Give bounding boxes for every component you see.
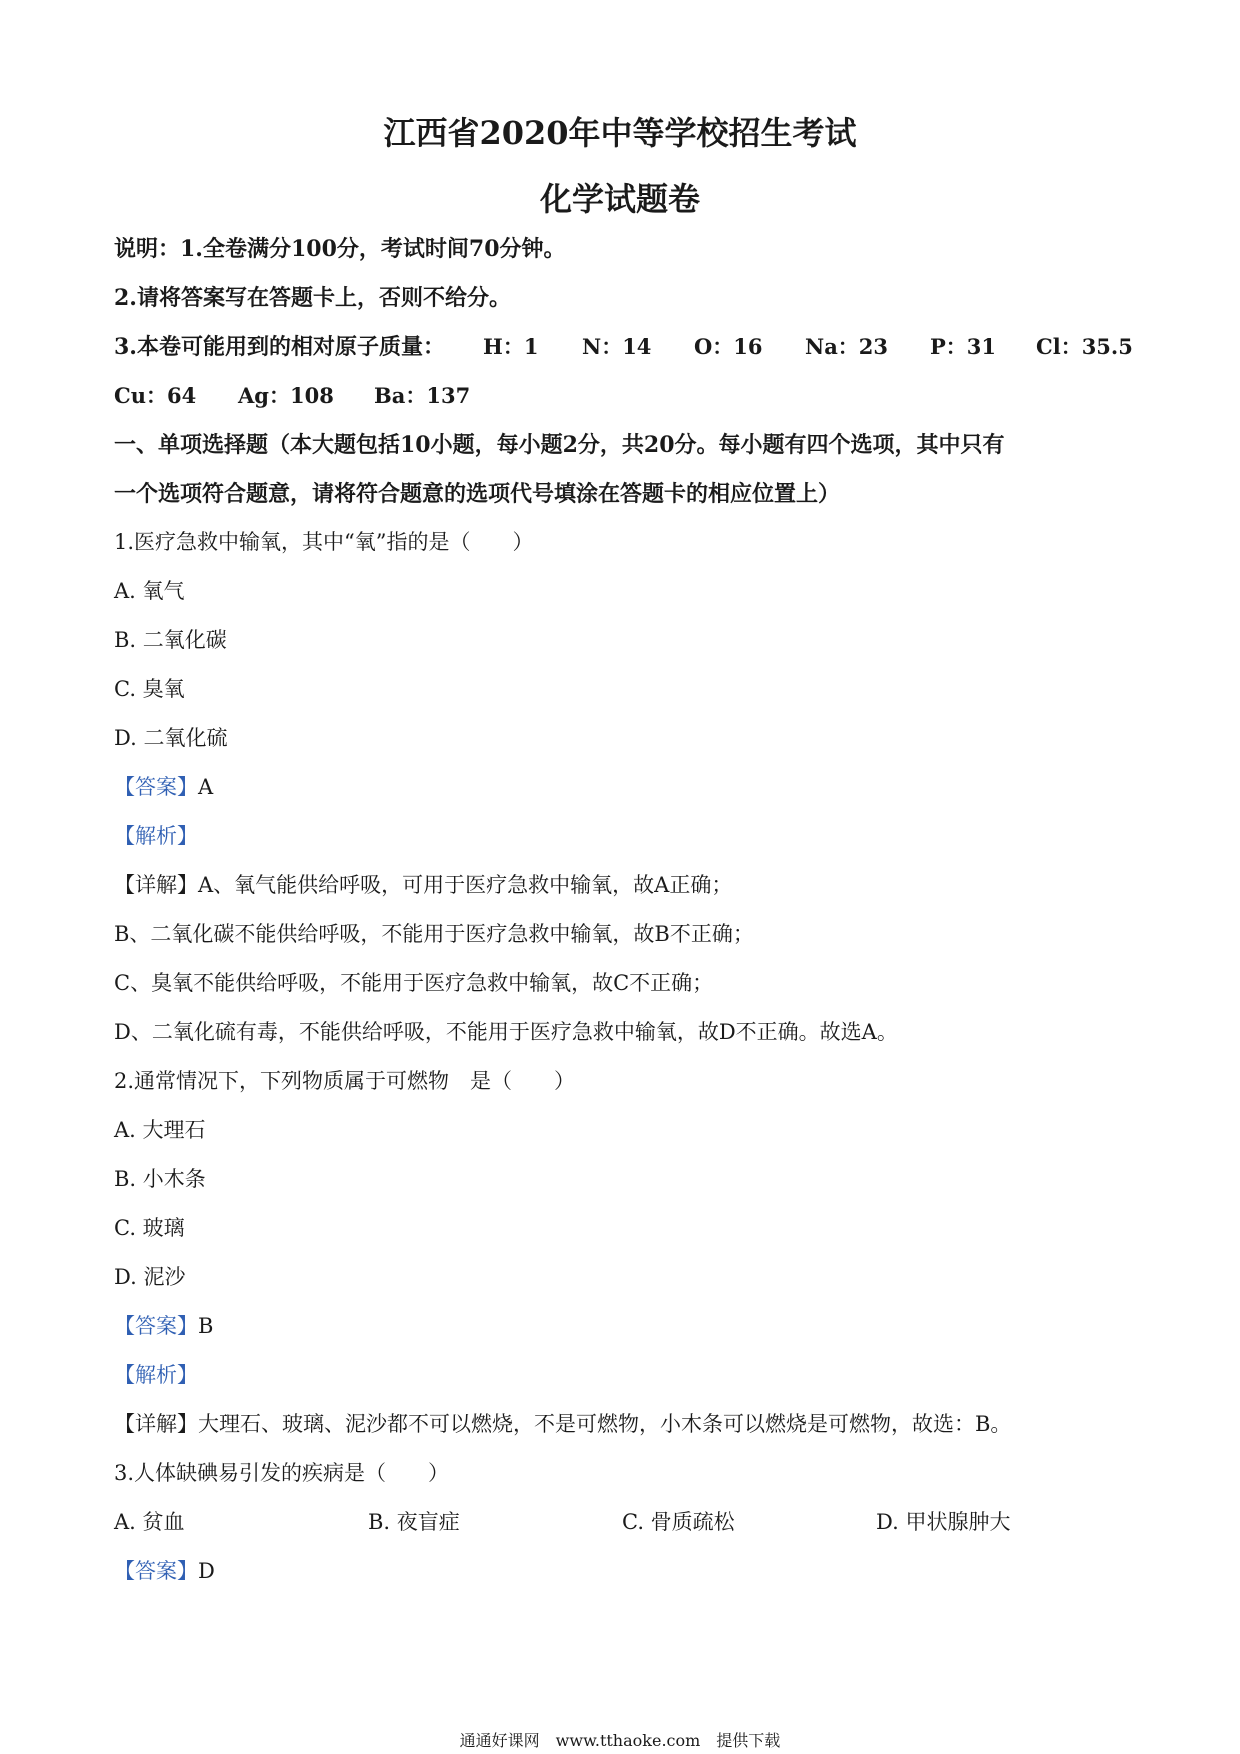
q1-detail-4: D、二氧化硫有毒，不能供给呼吸，不能用于医疗急救中输氧，故D不正确。故选A。 — [114, 1020, 898, 1044]
paper-subtitle: 化学试题卷 — [539, 180, 700, 218]
q2-answer-value: B — [198, 1314, 214, 1338]
mass-na: Na：23 — [805, 334, 889, 359]
q3-option-b: B. 夜盲症 — [368, 1510, 460, 1534]
q1-detail-text-1: A、氧气能供给呼吸，可用于医疗急救中输氧，故A正确； — [198, 873, 733, 897]
q2-detail — [114, 1412, 1011, 1437]
q2-detail-tag: 【详解】 — [114, 1412, 198, 1436]
mass-h: H：1 — [483, 334, 539, 359]
q3-option-d: D. 甲状腺肿大 — [876, 1510, 1011, 1534]
q1-answer-tag: 【答案】 — [114, 775, 198, 799]
q2-option-d: D. 泥沙 — [114, 1265, 186, 1289]
instruction-3-prefix: 3.本卷可能用到的相对原子质量： — [114, 334, 445, 360]
q2-option-a: A. 大理石 — [114, 1118, 206, 1142]
q2-answer — [114, 1314, 213, 1339]
q1-analysis-tag: 【解析】 — [114, 824, 198, 848]
section-heading-line1: 一、单项选择题（本大题包括10小题，每小题2分，共20分。每小题有四个选项，其中只有 — [114, 432, 1005, 458]
q3-option-a: A. 贫血 — [114, 1510, 185, 1534]
mass-ba: Ba：137 — [374, 383, 471, 408]
q1-detail-2: B、二氧化碳不能供给呼吸，不能用于医疗急救中输氧，故B不正确； — [114, 922, 754, 946]
mass-o: O：16 — [694, 334, 763, 359]
q1-option-c: C. 臭氧 — [114, 677, 185, 701]
instruction-2: 2.请将答案写在答题卡上，否则不给分。 — [114, 285, 511, 311]
exam-title: 江西省2020年中等学校招生考试 — [383, 114, 857, 152]
q1-option-d: D. 二氧化硫 — [114, 726, 228, 750]
q3-answer — [114, 1559, 215, 1584]
q2-option-c: C. 玻璃 — [114, 1216, 185, 1240]
q3-option-c: C. 骨质疏松 — [622, 1510, 735, 1534]
q2-analysis-tag: 【解析】 — [114, 1363, 198, 1387]
q1-option-a: A. 氧气 — [114, 579, 185, 603]
q2-option-b: B. 小木条 — [114, 1167, 206, 1191]
q2-answer-tag: 【答案】 — [114, 1314, 198, 1338]
q1-answer — [114, 775, 213, 800]
mass-n: N：14 — [582, 334, 652, 359]
q1-detail-tag: 【详解】 — [114, 873, 198, 897]
section-heading-line2: 一个选项符合题意，请将符合题意的选项代号填涂在答题卡的相应位置上） — [114, 481, 841, 507]
instruction-1: 说明：1.全卷满分100分，考试时间70分钟。 — [114, 236, 566, 262]
instruction-3 — [114, 334, 445, 360]
q1-detail-3: C、臭氧不能供给呼吸，不能用于医疗急救中输氧，故C不正确； — [114, 971, 714, 995]
q1-detail-1 — [114, 873, 732, 898]
q3-stem: 3.人体缺碘易引发的疾病是（ ） — [114, 1461, 450, 1485]
mass-cu: Cu：64 — [114, 383, 197, 408]
q3-answer-value: D — [198, 1559, 215, 1583]
q2-stem: 2.通常情况下，下列物质属于可燃物 是（ ） — [114, 1069, 576, 1093]
q1-stem: 1.医疗急救中输氧，其中“氧”指的是（ ） — [114, 530, 534, 554]
footer-credit: 通通好课网 www.tthaoke.com 提供下载 — [459, 1731, 781, 1750]
mass-ag: Ag：108 — [238, 383, 334, 408]
q3-answer-tag: 【答案】 — [114, 1559, 198, 1583]
q1-answer-value: A — [198, 775, 214, 799]
q1-option-b: B. 二氧化碳 — [114, 628, 227, 652]
mass-cl: Cl：35.5 — [1036, 334, 1133, 359]
q2-detail-text: 大理石、玻璃、泥沙都不可以燃烧，不是可燃物，小木条可以燃烧是可燃物，故选：B。 — [198, 1412, 1012, 1436]
mass-p: P：31 — [930, 334, 997, 359]
